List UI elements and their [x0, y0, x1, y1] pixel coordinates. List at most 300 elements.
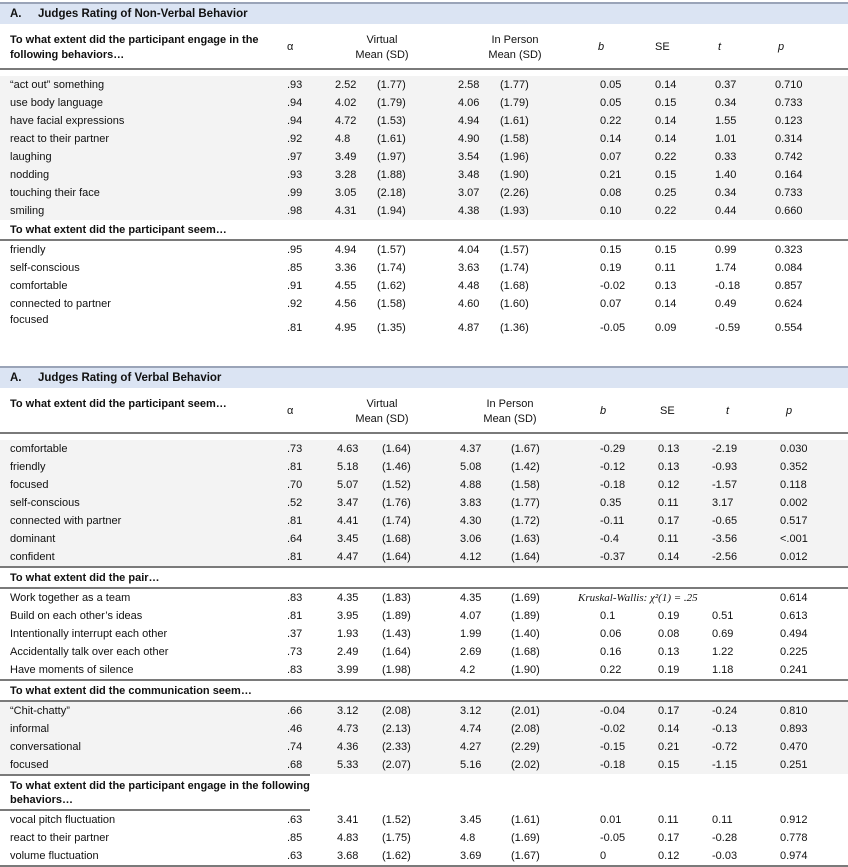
cell-v-mean: 3.05 — [335, 187, 357, 199]
table-letter: A. — [10, 372, 22, 384]
header-inperson-line2: Mean (SD) — [483, 413, 537, 425]
cell-p: 0.733 — [775, 97, 803, 109]
cell-b: 0.07 — [600, 151, 622, 163]
cell-t: 1.74 — [715, 262, 737, 274]
table-letter: A. — [10, 8, 22, 20]
cell-se: 0.14 — [658, 723, 680, 735]
header-inperson — [465, 397, 555, 427]
cell-ip-mean: 4.30 — [460, 515, 482, 527]
header-b: b — [600, 405, 607, 417]
cell-p: 0.314 — [775, 133, 803, 145]
row-label: focused — [10, 479, 49, 491]
section-heading: To what extent did the communication seem… — [0, 679, 848, 702]
cell-v-mean: 2.49 — [337, 646, 359, 658]
cell-b: 0.14 — [600, 133, 622, 145]
cell-alpha: .46 — [287, 723, 303, 735]
table-row — [0, 756, 848, 774]
cell-v-mean: 4.63 — [337, 443, 359, 455]
cell-alpha: .73 — [287, 646, 303, 658]
row-label: comfortable — [10, 280, 68, 292]
cell-p: 0.893 — [780, 723, 808, 735]
cell-ip-sd: (1.58) — [500, 133, 529, 145]
row-label: smiling — [10, 205, 45, 217]
cell-ip-mean: 4.88 — [460, 479, 482, 491]
cell-b: -0.4 — [600, 533, 619, 545]
header-question: To what extent did the participant engage in the following behaviors… — [10, 34, 259, 61]
cell-alpha: .37 — [287, 628, 303, 640]
cell-ip-mean: 4.48 — [458, 280, 480, 292]
cell-se: 0.19 — [658, 664, 680, 676]
cell-v-sd: (1.35) — [377, 322, 406, 334]
cell-ip-mean: 3.45 — [460, 814, 482, 826]
cell-ip-sd: (1.74) — [500, 262, 529, 274]
cell-ip-sd: (2.01) — [511, 705, 540, 717]
cell-v-sd: (1.75) — [382, 832, 411, 844]
cell-p: 0.494 — [780, 628, 808, 640]
cell-p: 0.710 — [775, 79, 803, 91]
table-row — [0, 130, 848, 148]
cell-se: 0.17 — [658, 515, 680, 527]
cell-v-mean: 3.49 — [335, 151, 357, 163]
cell-alpha: .74 — [287, 741, 303, 753]
cell-ip-sd: (1.40) — [511, 628, 540, 640]
cell-b: -0.02 — [600, 280, 626, 292]
cell-alpha: .97 — [287, 151, 303, 163]
kruskal-wallis-note: Kruskal-Wallis: χ²(1) = .25 — [578, 592, 698, 604]
table-row — [0, 277, 848, 295]
cell-t: 0.11 — [712, 814, 733, 826]
cell-alpha: .52 — [287, 497, 303, 509]
cell-v-mean: 4.41 — [337, 515, 359, 527]
cell-b: 0.05 — [600, 79, 622, 91]
header-inperson-line1: In Person — [491, 34, 539, 46]
table-row — [0, 643, 848, 661]
table-title-bar — [0, 2, 848, 24]
cell-t: 1.01 — [715, 133, 737, 145]
cell-p: 0.778 — [780, 832, 808, 844]
cell-v-mean: 3.95 — [337, 610, 359, 622]
cell-p: 0.660 — [775, 205, 803, 217]
row-label: focused — [10, 314, 49, 326]
cell-v-sd: (1.62) — [382, 850, 411, 862]
table-row — [0, 259, 848, 277]
table-row — [0, 458, 848, 476]
table-row — [0, 512, 848, 530]
cell-v-mean: 5.18 — [337, 461, 359, 473]
cell-p: 0.012 — [780, 551, 808, 563]
cell-alpha: .98 — [287, 205, 303, 217]
cell-p: 0.123 — [775, 115, 803, 127]
cell-ip-mean: 4.2 — [460, 664, 476, 676]
row-label: Have moments of silence — [10, 664, 134, 676]
cell-alpha: .81 — [287, 515, 303, 527]
cell-v-sd: (1.52) — [382, 479, 411, 491]
table-row — [0, 202, 848, 220]
cell-v-sd: (1.57) — [377, 244, 406, 256]
cell-p: 0.352 — [780, 461, 808, 473]
cell-alpha: .68 — [287, 759, 303, 771]
cell-ip-sd: (1.77) — [511, 497, 540, 509]
cell-b: -0.05 — [600, 322, 626, 334]
row-label: informal — [10, 723, 50, 735]
cell-ip-sd: (1.60) — [500, 298, 529, 310]
row-label: Work together as a team — [10, 592, 131, 604]
cell-ip-sd: (1.69) — [511, 832, 540, 844]
table-row — [0, 494, 848, 512]
cell-t: -0.65 — [712, 515, 738, 527]
cell-t: -3.56 — [712, 533, 738, 545]
cell-v-mean: 4.72 — [335, 115, 357, 127]
cell-ip-sd: (1.63) — [511, 533, 540, 545]
cell-p: 0.241 — [780, 664, 808, 676]
header-virtual — [337, 33, 427, 63]
cell-alpha: .63 — [287, 850, 303, 862]
row-label: confident — [10, 551, 55, 563]
cell-v-mean: 4.31 — [335, 205, 357, 217]
cell-ip-mean: 4.74 — [460, 723, 482, 735]
cell-t: 0.49 — [715, 298, 737, 310]
table-row — [0, 847, 848, 867]
cell-se: 0.13 — [658, 443, 680, 455]
cell-se: 0.12 — [658, 479, 680, 491]
table-row — [0, 148, 848, 166]
table-row — [0, 241, 848, 259]
cell-b: 0.08 — [600, 187, 622, 199]
cell-ip-sd: (1.61) — [511, 814, 540, 826]
cell-se: 0.14 — [658, 551, 680, 563]
cell-v-mean: 3.36 — [335, 262, 357, 274]
cell-se: 0.14 — [655, 115, 677, 127]
cell-se: 0.15 — [655, 169, 677, 181]
section-heading: To what extent did the participant engage in the following behaviors… — [0, 774, 310, 811]
header-p: p — [778, 41, 785, 53]
cell-alpha: .99 — [287, 187, 303, 199]
cell-p: 0.084 — [775, 262, 803, 274]
table-row — [0, 440, 848, 458]
cell-ip-mean: 4.35 — [460, 592, 482, 604]
cell-v-mean: 3.41 — [337, 814, 359, 826]
cell-alpha: .92 — [287, 133, 303, 145]
cell-v-mean: 3.45 — [337, 533, 359, 545]
cell-v-sd: (1.77) — [377, 79, 406, 91]
cell-ip-mean: 4.12 — [460, 551, 482, 563]
cell-p: <.001 — [780, 533, 808, 545]
cell-v-mean: 4.02 — [335, 97, 357, 109]
cell-se: 0.13 — [655, 280, 677, 292]
cell-ip-mean: 4.27 — [460, 741, 482, 753]
cell-b: 0.01 — [600, 814, 622, 826]
cell-p: 0.517 — [780, 515, 808, 527]
cell-b: 0.21 — [600, 169, 622, 181]
table-row — [0, 313, 848, 335]
cell-b: -0.11 — [600, 515, 625, 527]
cell-ip-sd: (1.64) — [511, 551, 540, 563]
cell-v-sd: (1.62) — [377, 280, 406, 292]
cell-alpha: .81 — [287, 551, 303, 563]
table-row — [0, 530, 848, 548]
cell-v-sd: (2.33) — [382, 741, 411, 753]
cell-p: 0.251 — [780, 759, 808, 771]
cell-se: 0.22 — [655, 151, 677, 163]
cell-ip-sd: (1.68) — [511, 646, 540, 658]
cell-b: -0.29 — [600, 443, 626, 455]
cell-v-sd: (1.46) — [382, 461, 411, 473]
cell-p: 0.323 — [775, 244, 803, 256]
cell-p: 0.742 — [775, 151, 803, 163]
cell-ip-sd: (2.08) — [511, 723, 540, 735]
cell-v-mean: 5.07 — [337, 479, 359, 491]
table-header-row — [0, 24, 848, 70]
cell-b: 0.06 — [600, 628, 622, 640]
cell-v-mean: 3.28 — [335, 169, 357, 181]
table-row — [0, 811, 848, 829]
cell-b: 0.22 — [600, 664, 622, 676]
cell-v-sd: (1.61) — [377, 133, 406, 145]
cell-v-sd: (1.58) — [377, 298, 406, 310]
cell-v-mean: 1.93 — [337, 628, 359, 640]
verbal-table — [0, 366, 848, 867]
cell-b: 0.07 — [600, 298, 622, 310]
table-title: Judges Rating of Non-Verbal Behavior — [38, 8, 248, 20]
header-virtual-line2: Mean (SD) — [355, 413, 409, 425]
cell-ip-sd: (1.67) — [511, 850, 540, 862]
cell-t: 0.69 — [712, 628, 734, 640]
cell-v-mean: 3.99 — [337, 664, 359, 676]
table-row — [0, 184, 848, 202]
cell-alpha: .91 — [287, 280, 303, 292]
row-label: friendly — [10, 244, 46, 256]
cell-v-mean: 5.33 — [337, 759, 359, 771]
cell-v-mean: 3.68 — [337, 850, 359, 862]
cell-ip-sd: (1.90) — [500, 169, 529, 181]
cell-v-sd: (2.13) — [382, 723, 411, 735]
cell-alpha: .83 — [287, 664, 303, 676]
cell-ip-mean: 3.63 — [458, 262, 480, 274]
cell-alpha: .85 — [287, 832, 303, 844]
cell-v-sd: (1.79) — [377, 97, 406, 109]
cell-v-sd: (1.68) — [382, 533, 411, 545]
cell-ip-mean: 4.60 — [458, 298, 480, 310]
header-p: p — [786, 405, 793, 417]
cell-alpha: .85 — [287, 262, 303, 274]
cell-v-sd: (1.98) — [382, 664, 411, 676]
row-label: laughing — [10, 151, 52, 163]
cell-v-sd: (1.64) — [382, 443, 411, 455]
header-inperson — [470, 33, 560, 63]
cell-b: -0.05 — [600, 832, 626, 844]
cell-b: -0.18 — [600, 759, 626, 771]
cell-alpha: .70 — [287, 479, 303, 491]
table-row — [0, 661, 848, 679]
cell-ip-mean: 3.06 — [460, 533, 482, 545]
cell-v-sd: (1.97) — [377, 151, 406, 163]
row-label: Build on each other’s ideas — [10, 610, 143, 622]
cell-p: 0.624 — [775, 298, 803, 310]
row-label: self-conscious — [10, 262, 80, 274]
cell-t: -0.13 — [712, 723, 738, 735]
cell-se: 0.21 — [658, 741, 680, 753]
cell-ip-mean: 4.8 — [460, 832, 476, 844]
cell-v-sd: (1.94) — [377, 205, 406, 217]
cell-alpha: .93 — [287, 79, 303, 91]
cell-ip-sd: (2.26) — [500, 187, 529, 199]
table-row — [0, 607, 848, 625]
cell-ip-mean: 3.07 — [458, 187, 480, 199]
row-label: use body language — [10, 97, 103, 109]
cell-alpha: .73 — [287, 443, 303, 455]
cell-alpha: .81 — [287, 461, 303, 473]
cell-v-mean: 4.94 — [335, 244, 357, 256]
cell-alpha: .83 — [287, 592, 303, 604]
cell-b: 0 — [600, 850, 607, 862]
cell-v-mean: 3.12 — [337, 705, 359, 717]
cell-ip-sd: (1.42) — [511, 461, 540, 473]
cell-v-mean: 4.55 — [335, 280, 357, 292]
cell-t: 3.17 — [712, 497, 734, 509]
cell-b: 0.1 — [600, 610, 616, 622]
header-virtual-line1: Virtual — [366, 34, 398, 46]
cell-b: -0.15 — [600, 741, 626, 753]
cell-alpha: .64 — [287, 533, 303, 545]
cell-ip-sd: (1.89) — [511, 610, 540, 622]
header-alpha: α — [287, 405, 294, 417]
cell-se: 0.22 — [655, 205, 677, 217]
cell-ip-mean: 4.06 — [458, 97, 480, 109]
cell-t: -0.59 — [715, 322, 741, 334]
table-row — [0, 829, 848, 847]
cell-v-mean: 3.47 — [337, 497, 359, 509]
header-se: SE — [655, 41, 670, 53]
cell-se: 0.13 — [658, 461, 680, 473]
cell-t: -0.24 — [712, 705, 738, 717]
cell-ip-sd: (1.79) — [500, 97, 529, 109]
cell-alpha: .63 — [287, 814, 303, 826]
cell-alpha: .66 — [287, 705, 303, 717]
cell-ip-mean: 4.90 — [458, 133, 480, 145]
cell-v-sd: (2.18) — [377, 187, 406, 199]
cell-se: 0.11 — [658, 497, 679, 509]
header-t: t — [718, 41, 722, 53]
cell-ip-sd: (2.02) — [511, 759, 540, 771]
cell-se: 0.15 — [658, 759, 680, 771]
cell-t: -0.28 — [712, 832, 738, 844]
cell-v-sd: (1.52) — [382, 814, 411, 826]
cell-ip-sd: (1.72) — [511, 515, 540, 527]
cell-b: 0.19 — [600, 262, 622, 274]
cell-v-mean: 4.47 — [337, 551, 359, 563]
table-title: Judges Rating of Verbal Behavior — [38, 372, 222, 384]
row-label: Accidentally talk over each other — [10, 646, 169, 658]
cell-se: 0.19 — [658, 610, 680, 622]
cell-ip-sd: (1.93) — [500, 205, 529, 217]
cell-t: 0.51 — [712, 610, 734, 622]
cell-p: 0.164 — [775, 169, 803, 181]
cell-p: 0.857 — [775, 280, 803, 292]
cell-v-sd: (1.76) — [382, 497, 411, 509]
cell-t: 1.22 — [712, 646, 734, 658]
cell-alpha: .95 — [287, 244, 303, 256]
cell-ip-mean: 4.04 — [458, 244, 480, 256]
cell-ip-mean: 2.69 — [460, 646, 482, 658]
row-label: connected to partner — [10, 298, 111, 310]
cell-v-mean: 2.52 — [335, 79, 357, 91]
cell-ip-mean: 5.16 — [460, 759, 482, 771]
cell-ip-sd: (1.61) — [500, 115, 529, 127]
cell-ip-mean: 2.58 — [458, 79, 480, 91]
cell-ip-sd: (1.90) — [511, 664, 540, 676]
cell-ip-sd: (1.77) — [500, 79, 529, 91]
cell-t: 0.34 — [715, 97, 737, 109]
cell-p: 0.974 — [780, 850, 808, 862]
cell-ip-sd: (1.69) — [511, 592, 540, 604]
cell-ip-mean: 4.94 — [458, 115, 480, 127]
cell-v-mean: 4.95 — [335, 322, 357, 334]
row-label: “act out” something — [10, 79, 105, 91]
table-title-bar — [0, 366, 848, 388]
cell-alpha: .81 — [287, 322, 303, 334]
table-header-row — [0, 388, 848, 434]
cell-p: 0.470 — [780, 741, 808, 753]
cell-ip-sd: (1.58) — [511, 479, 540, 491]
header-inperson-line2: Mean (SD) — [488, 49, 542, 61]
cell-p: 0.554 — [775, 322, 803, 334]
cell-ip-mean: 3.69 — [460, 850, 482, 862]
cell-ip-sd: (1.96) — [500, 151, 529, 163]
cell-t: -1.15 — [712, 759, 738, 771]
cell-v-sd: (2.07) — [382, 759, 411, 771]
section-heading: To what extent did the participant seem… — [0, 220, 848, 241]
header-se: SE — [660, 405, 675, 417]
section-heading: To what extent did the pair… — [0, 566, 848, 589]
header-b: b — [598, 41, 605, 53]
row-label: self-conscious — [10, 497, 80, 509]
row-label: Intentionally interrupt each other — [10, 628, 168, 640]
table-row — [0, 476, 848, 494]
cell-v-sd: (1.83) — [382, 592, 411, 604]
row-label: touching their face — [10, 187, 100, 199]
cell-t: 0.37 — [715, 79, 737, 91]
cell-v-mean: 4.83 — [337, 832, 359, 844]
cell-p: 0.118 — [780, 479, 807, 491]
header-t: t — [726, 405, 730, 417]
cell-se: 0.15 — [655, 244, 677, 256]
header-virtual-line1: Virtual — [366, 398, 398, 410]
cell-t: -0.03 — [712, 850, 738, 862]
cell-t: -2.56 — [712, 551, 738, 563]
cell-p: 0.225 — [780, 646, 808, 658]
table-row — [0, 548, 848, 566]
row-label: conversational — [10, 741, 81, 753]
cell-ip-mean: 4.07 — [460, 610, 482, 622]
cell-p: 0.613 — [780, 610, 808, 622]
cell-v-mean: 4.8 — [335, 133, 351, 145]
cell-se: 0.25 — [655, 187, 677, 199]
cell-ip-mean: 4.38 — [458, 205, 480, 217]
row-label: “Chit-chatty” — [10, 705, 70, 717]
cell-ip-mean: 3.83 — [460, 497, 482, 509]
cell-v-sd: (2.08) — [382, 705, 411, 717]
cell-v-sd: (1.89) — [382, 610, 411, 622]
cell-b: 0.05 — [600, 97, 622, 109]
row-label: have facial expressions — [10, 115, 125, 127]
cell-ip-mean: 3.54 — [458, 151, 480, 163]
cell-se: 0.09 — [655, 322, 677, 334]
cell-b: -0.37 — [600, 551, 626, 563]
table-row — [0, 625, 848, 643]
cell-se: 0.13 — [658, 646, 680, 658]
cell-b: 0.35 — [600, 497, 622, 509]
header-question: To what extent did the participant seem… — [10, 398, 227, 410]
